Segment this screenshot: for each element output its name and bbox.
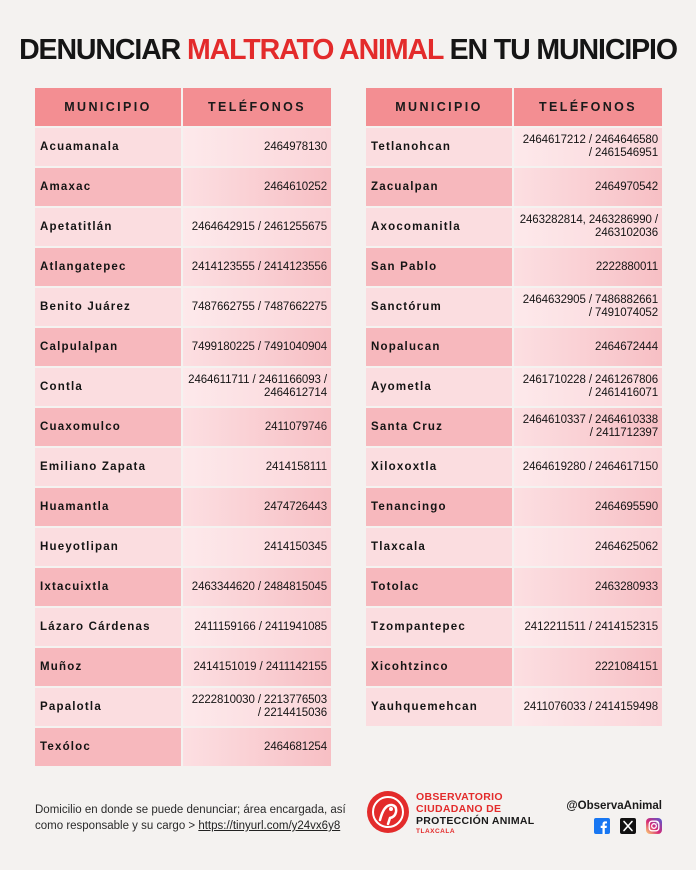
table-row bbox=[366, 648, 662, 686]
table-row bbox=[366, 208, 662, 246]
municipio-cell: Amaxac bbox=[35, 168, 181, 206]
telefonos-cell: 2464610337 / 2464610338 / 2411712397 bbox=[514, 408, 662, 446]
telefonos-cell: 2474726443 bbox=[183, 488, 331, 526]
org-line3: PROTECCIÓN ANIMAL bbox=[416, 815, 535, 827]
municipio-cell: Papalotla bbox=[35, 688, 181, 726]
telefonos-cell: 2464610252 bbox=[183, 168, 331, 206]
title-part1: DENUNCIAR bbox=[19, 34, 187, 66]
table-row bbox=[35, 448, 331, 486]
table-row bbox=[366, 248, 662, 286]
telefonos-cell: 2464642915 / 2461255675 bbox=[183, 208, 331, 246]
table-row bbox=[35, 248, 331, 286]
municipio-cell: Santa Cruz bbox=[366, 408, 512, 446]
municipio-cell: Totolac bbox=[366, 568, 512, 606]
telefonos-cell: 2414123555 / 2414123556 bbox=[183, 248, 331, 286]
social-handle[interactable]: @ObservaAnimal bbox=[566, 800, 662, 812]
column-header-municipio: MUNICIPIO bbox=[35, 88, 181, 126]
table-row bbox=[35, 688, 331, 726]
municipio-cell: Sanctórum bbox=[366, 288, 512, 326]
telefonos-cell: 2412211511 / 2414152315 bbox=[514, 608, 662, 646]
table-row bbox=[35, 288, 331, 326]
municipio-cell: Yauhquemehcan bbox=[366, 688, 512, 726]
facebook-icon[interactable] bbox=[594, 818, 610, 834]
telefonos-cell: 2464681254 bbox=[183, 728, 331, 766]
telefonos-cell: 2464625062 bbox=[514, 528, 662, 566]
municipio-cell: Hueyotlipan bbox=[35, 528, 181, 566]
telefonos-cell: 2464632905 / 7486882661 / 7491074052 bbox=[514, 288, 662, 326]
telefonos-cell: 2414158111 bbox=[183, 448, 331, 486]
municipio-cell: Nopalucan bbox=[366, 328, 512, 366]
municipio-cell: Huamantla bbox=[35, 488, 181, 526]
table-row bbox=[366, 688, 662, 726]
table-row bbox=[35, 368, 331, 406]
footer-link[interactable]: https://tinyurl.com/y24vx6y8 bbox=[198, 820, 341, 832]
page-title bbox=[0, 30, 696, 70]
table-row bbox=[366, 528, 662, 566]
organization-logo-block bbox=[366, 788, 566, 836]
table-row bbox=[35, 208, 331, 246]
column-header-telefonos: TELÉFONOS bbox=[514, 88, 662, 126]
telefonos-cell: 2464619280 / 2464617150 bbox=[514, 448, 662, 486]
table-row bbox=[366, 448, 662, 486]
table-row bbox=[35, 728, 331, 766]
municipio-cell: Contla bbox=[35, 368, 181, 406]
municipio-cell: Emiliano Zapata bbox=[35, 448, 181, 486]
column-header-telefonos: TELÉFONOS bbox=[183, 88, 331, 126]
municipio-cell: Tenancingo bbox=[366, 488, 512, 526]
municipio-cell: San Pablo bbox=[366, 248, 512, 286]
footer-note bbox=[35, 802, 355, 834]
telefonos-cell: 2411076033 / 2414159498 bbox=[514, 688, 662, 726]
table-row bbox=[35, 528, 331, 566]
observatorio-logo-icon bbox=[366, 790, 410, 834]
table-row bbox=[35, 408, 331, 446]
municipio-cell: Xicohtzinco bbox=[366, 648, 512, 686]
municipio-cell: Benito Juárez bbox=[35, 288, 181, 326]
column-header-municipio: MUNICIPIO bbox=[366, 88, 512, 126]
table-row bbox=[35, 648, 331, 686]
instagram-icon[interactable] bbox=[646, 818, 662, 834]
telefonos-cell: 2411159166 / 2411941085 bbox=[183, 608, 331, 646]
telefonos-cell: 2414151019 / 2411142155 bbox=[183, 648, 331, 686]
telefonos-cell: 2464611711 / 2461166093 / 2464612714 bbox=[183, 368, 331, 406]
telefonos-cell: 2463282814, 2463286990 / 2463102036 bbox=[514, 208, 662, 246]
municipios-table-left bbox=[33, 86, 333, 768]
municipio-cell: Tlaxcala bbox=[366, 528, 512, 566]
table-row bbox=[366, 288, 662, 326]
telefonos-cell: 2222810030 / 2213776503 / 2214415036 bbox=[183, 688, 331, 726]
footer-note-text: Domicilio en donde se puede denunciar; área encargada, así como responsable y su cargo > bbox=[35, 804, 346, 832]
municipio-cell: Ixtacuixtla bbox=[35, 568, 181, 606]
telefonos-cell: 2411079746 bbox=[183, 408, 331, 446]
social-block bbox=[566, 800, 662, 834]
municipio-cell: Muñoz bbox=[35, 648, 181, 686]
telefonos-cell: 7499180225 / 7491040904 bbox=[183, 328, 331, 366]
table-row bbox=[366, 488, 662, 526]
municipio-cell: Cuaxomulco bbox=[35, 408, 181, 446]
title-highlight: MALTRATO ANIMAL bbox=[186, 34, 443, 66]
municipio-cell: Xiloxoxtla bbox=[366, 448, 512, 486]
table-row bbox=[35, 168, 331, 206]
municipio-cell: Atlangatepec bbox=[35, 248, 181, 286]
table-row bbox=[366, 168, 662, 206]
telefonos-cell: 2461710228 / 2461267806 / 2461416071 bbox=[514, 368, 662, 406]
table-row bbox=[35, 128, 331, 166]
telefonos-cell: 2464617212 / 2464646580 / 2461546951 bbox=[514, 128, 662, 166]
table-row bbox=[366, 568, 662, 606]
table-row bbox=[35, 488, 331, 526]
org-line4: TLAXCALA bbox=[416, 828, 456, 835]
telefonos-cell: 2222880011 bbox=[514, 248, 662, 286]
table-row bbox=[366, 368, 662, 406]
telefonos-cell: 2221084151 bbox=[514, 648, 662, 686]
municipio-cell: Ayometla bbox=[366, 368, 512, 406]
municipio-cell: Zacualpan bbox=[366, 168, 512, 206]
table-row bbox=[366, 608, 662, 646]
table-row bbox=[366, 328, 662, 366]
telefonos-cell: 2464695590 bbox=[514, 488, 662, 526]
table-row bbox=[366, 408, 662, 446]
telefonos-cell: 2463344620 / 2484815045 bbox=[183, 568, 331, 606]
telefonos-cell: 7487662755 / 7487662275 bbox=[183, 288, 331, 326]
municipio-cell: Acuamanala bbox=[35, 128, 181, 166]
municipio-cell: Lázaro Cárdenas bbox=[35, 608, 181, 646]
municipios-table-right bbox=[364, 86, 664, 728]
org-line2: CIUDADANO DE bbox=[416, 803, 502, 815]
table-row bbox=[35, 568, 331, 606]
municipio-cell: Tetlanohcan bbox=[366, 128, 512, 166]
table-row bbox=[35, 608, 331, 646]
municipio-cell: Apetatitlán bbox=[35, 208, 181, 246]
title-part2: EN TU MUNICIPIO bbox=[442, 34, 677, 66]
telefonos-cell: 2464970542 bbox=[514, 168, 662, 206]
telefonos-cell: 2464978130 bbox=[183, 128, 331, 166]
social-icons bbox=[566, 818, 662, 834]
telefonos-cell: 2463280933 bbox=[514, 568, 662, 606]
telefonos-cell: 2414150345 bbox=[183, 528, 331, 566]
x-icon[interactable] bbox=[620, 818, 636, 834]
table-row bbox=[35, 328, 331, 366]
municipio-cell: Axocomanitla bbox=[366, 208, 512, 246]
municipio-cell: Calpulalpan bbox=[35, 328, 181, 366]
org-line1: OBSERVATORIO bbox=[416, 791, 503, 803]
table-row bbox=[366, 128, 662, 166]
municipio-cell: Texóloc bbox=[35, 728, 181, 766]
telefonos-cell: 2464672444 bbox=[514, 328, 662, 366]
municipio-cell: Tzompantepec bbox=[366, 608, 512, 646]
